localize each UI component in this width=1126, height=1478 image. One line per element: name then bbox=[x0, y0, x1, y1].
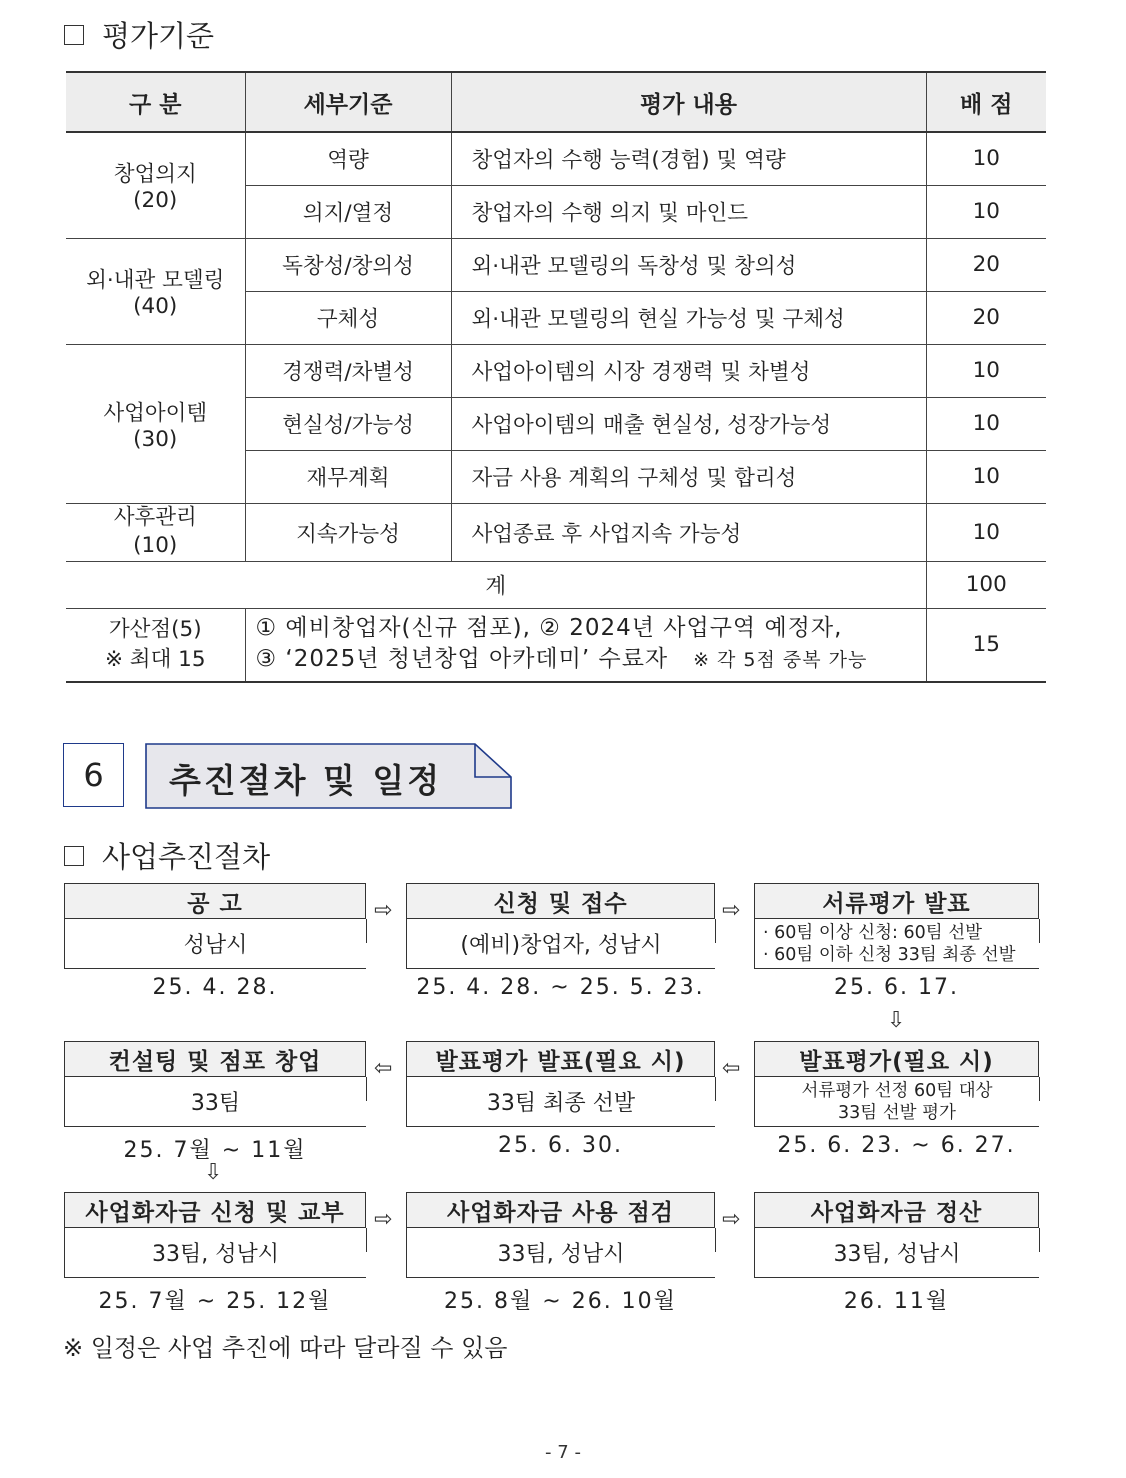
group-points: (10) bbox=[133, 533, 178, 558]
bonus-line-1: ① 예비창업자(신규 점포), ② 2024년 사업구역 예정자, bbox=[255, 615, 843, 642]
bonus-line-2 bbox=[256, 644, 926, 676]
step-title: 발표평가(필요 시) bbox=[754, 1041, 1039, 1077]
group-cell bbox=[66, 503, 245, 561]
content-cell: 자금 사용 계획의 구체성 및 합리성 bbox=[451, 450, 926, 503]
bonus-label-cell bbox=[66, 608, 245, 682]
score-cell: 10 bbox=[926, 450, 1046, 503]
arrow-down-icon: ⇩ bbox=[887, 1008, 906, 1033]
header-content: 평가 내용 bbox=[451, 72, 926, 132]
step-date: 25. 7월 ~ 25. 12월 bbox=[98, 1289, 332, 1314]
score-cell: 10 bbox=[926, 132, 1046, 185]
step-title: 사업화자금 정산 bbox=[754, 1192, 1039, 1228]
section-number-box: 6 bbox=[63, 743, 124, 807]
content-cell: 외·내관 모델링의 현실 가능성 및 구체성 bbox=[451, 291, 926, 344]
content-cell: 사업아이템의 시장 경쟁력 및 차별성 bbox=[451, 344, 926, 397]
group-points: (30) bbox=[133, 426, 178, 452]
content-cell: 외·내관 모델링의 독창성 및 창의성 bbox=[451, 238, 926, 291]
bonus-line-2-note: ※ 각 5점 중복 가능 bbox=[693, 649, 868, 672]
step-body-line-2: 33팀 선발 평가 bbox=[838, 1102, 956, 1123]
arrow-left-icon: ⇦ bbox=[374, 1056, 393, 1081]
criterion-cell: 구체성 bbox=[245, 291, 451, 344]
process-step bbox=[754, 883, 1039, 1000]
score-cell: 20 bbox=[926, 291, 1046, 344]
process-step bbox=[754, 1192, 1039, 1315]
arrow-right-icon: ⇨ bbox=[374, 1207, 393, 1232]
step-date: 25. 4. 28. bbox=[152, 975, 278, 1000]
criterion-cell: 현실성/가능성 bbox=[245, 397, 451, 450]
group-cell bbox=[66, 238, 245, 344]
criterion-cell: 지속가능성 bbox=[245, 503, 451, 561]
bonus-max: ※ 최대 15 bbox=[104, 646, 206, 672]
section-title-box bbox=[145, 743, 513, 809]
group-cell bbox=[66, 344, 245, 503]
header-criterion: 세부기준 bbox=[245, 72, 451, 132]
step-body: 33팀 최종 선발 bbox=[406, 1077, 715, 1127]
page-number: - 7 - bbox=[545, 1442, 581, 1463]
content-cell: 창업자의 수행 능력(경험) 및 역량 bbox=[451, 132, 926, 185]
group-name: 사후관리 bbox=[113, 505, 197, 530]
step-date: 25. 7월 ~ 11월 bbox=[123, 1138, 307, 1163]
process-step bbox=[64, 1041, 366, 1164]
step-body bbox=[754, 919, 1039, 969]
arrow-right-icon: ⇨ bbox=[374, 898, 393, 923]
section-heading-process bbox=[64, 835, 270, 876]
arrow-left-icon: ⇦ bbox=[722, 1056, 741, 1081]
step-body-line-2: · 60팀 이하 신청 33팀 최종 선발 bbox=[763, 944, 1016, 965]
bonus-score: 15 bbox=[926, 608, 1046, 682]
process-step bbox=[64, 883, 366, 1000]
schedule-note: ※ 일정은 사업 추진에 따라 달라질 수 있음 bbox=[63, 1334, 508, 1362]
table-row bbox=[66, 132, 1046, 185]
table-row bbox=[66, 238, 1046, 291]
section-6-title: 추진절차 및 일정 bbox=[169, 761, 443, 800]
step-title: 사업화자금 신청 및 교부 bbox=[64, 1192, 366, 1228]
step-date: 25. 6. 23. ~ 6. 27. bbox=[777, 1133, 1016, 1158]
criterion-cell: 의지/열정 bbox=[245, 185, 451, 238]
step-body bbox=[754, 1077, 1039, 1127]
table-row bbox=[66, 344, 1046, 397]
step-title: 신청 및 접수 bbox=[406, 883, 715, 919]
total-label: 계 bbox=[66, 561, 926, 608]
process-step bbox=[406, 1192, 715, 1315]
arrow-right-icon: ⇨ bbox=[722, 898, 741, 923]
step-title: 서류평가 발표 bbox=[754, 883, 1039, 919]
step-body-line-1: · 60팀 이상 신청: 60팀 선발 bbox=[763, 922, 983, 943]
group-name: 창업의지 bbox=[113, 162, 197, 188]
criterion-cell: 독창성/창의성 bbox=[245, 238, 451, 291]
table-header-row bbox=[66, 72, 1046, 132]
step-date: 26. 11월 bbox=[843, 1289, 950, 1314]
step-title: 발표평가 발표(필요 시) bbox=[406, 1041, 715, 1077]
step-title: 공 고 bbox=[64, 883, 366, 919]
process-step bbox=[406, 883, 715, 1000]
criterion-cell: 역량 bbox=[245, 132, 451, 185]
header-score: 배 점 bbox=[926, 72, 1046, 132]
group-cell bbox=[66, 132, 245, 238]
group-points: (20) bbox=[133, 188, 178, 214]
step-body: 성남시 bbox=[64, 919, 366, 969]
score-cell: 10 bbox=[926, 503, 1046, 561]
content-cell: 사업아이템의 매출 현실성, 성장가능성 bbox=[451, 397, 926, 450]
bonus-row bbox=[66, 608, 1046, 682]
step-body: 33팀, 성남시 bbox=[406, 1228, 715, 1278]
step-body: 33팀 bbox=[64, 1077, 366, 1127]
arrow-down-icon: ⇩ bbox=[204, 1160, 223, 1185]
group-points: (40) bbox=[133, 294, 178, 319]
criterion-cell: 재무계획 bbox=[245, 450, 451, 503]
step-body: 33팀, 성남시 bbox=[754, 1228, 1039, 1278]
step-title: 사업화자금 사용 점검 bbox=[406, 1192, 715, 1228]
step-body-line-1: 서류평가 선정 60팀 대상 bbox=[801, 1080, 993, 1101]
section-title: 평가기준 bbox=[102, 19, 215, 53]
bonus-label: 가산점(5) bbox=[108, 616, 202, 642]
step-title: 컨설팅 및 점포 창업 bbox=[64, 1041, 366, 1077]
process-step bbox=[754, 1041, 1039, 1158]
criterion-cell: 경쟁력/차별성 bbox=[245, 344, 451, 397]
table-row bbox=[66, 503, 1046, 561]
section-title: 사업추진절차 bbox=[102, 840, 271, 874]
process-step bbox=[64, 1192, 366, 1315]
header-category: 구 분 bbox=[66, 72, 245, 132]
arrow-right-icon: ⇨ bbox=[722, 1207, 741, 1232]
checkbox-square-icon bbox=[64, 25, 84, 45]
group-name: 외·내관 모델링 bbox=[86, 268, 225, 293]
score-cell: 10 bbox=[926, 185, 1046, 238]
evaluation-table bbox=[66, 71, 1046, 683]
process-step bbox=[406, 1041, 715, 1158]
total-row bbox=[66, 561, 1046, 608]
score-cell: 10 bbox=[926, 344, 1046, 397]
content-cell: 사업종료 후 사업지속 가능성 bbox=[451, 503, 926, 561]
score-cell: 10 bbox=[926, 397, 1046, 450]
step-body: 33팀, 성남시 bbox=[64, 1228, 366, 1278]
score-cell: 20 bbox=[926, 238, 1046, 291]
step-date: 25. 4. 28. ~ 25. 5. 23. bbox=[416, 975, 705, 1000]
checkbox-square-icon bbox=[64, 846, 84, 866]
step-date: 25. 6. 30. bbox=[498, 1133, 623, 1158]
bonus-content-cell bbox=[245, 608, 926, 682]
total-score: 100 bbox=[926, 561, 1046, 608]
section-heading-eval bbox=[64, 14, 214, 55]
group-name: 사업아이템 bbox=[103, 400, 208, 426]
step-date: 25. 6. 17. bbox=[834, 975, 959, 1000]
bonus-line-2-text: ③ ‘2025년 청년창업 아카데미’ 수료자 bbox=[255, 646, 669, 673]
step-body: (예비)창업자, 성남시 bbox=[406, 919, 715, 969]
step-date: 25. 8월 ~ 26. 10월 bbox=[444, 1289, 677, 1314]
content-cell: 창업자의 수행 의지 및 마인드 bbox=[451, 185, 926, 238]
